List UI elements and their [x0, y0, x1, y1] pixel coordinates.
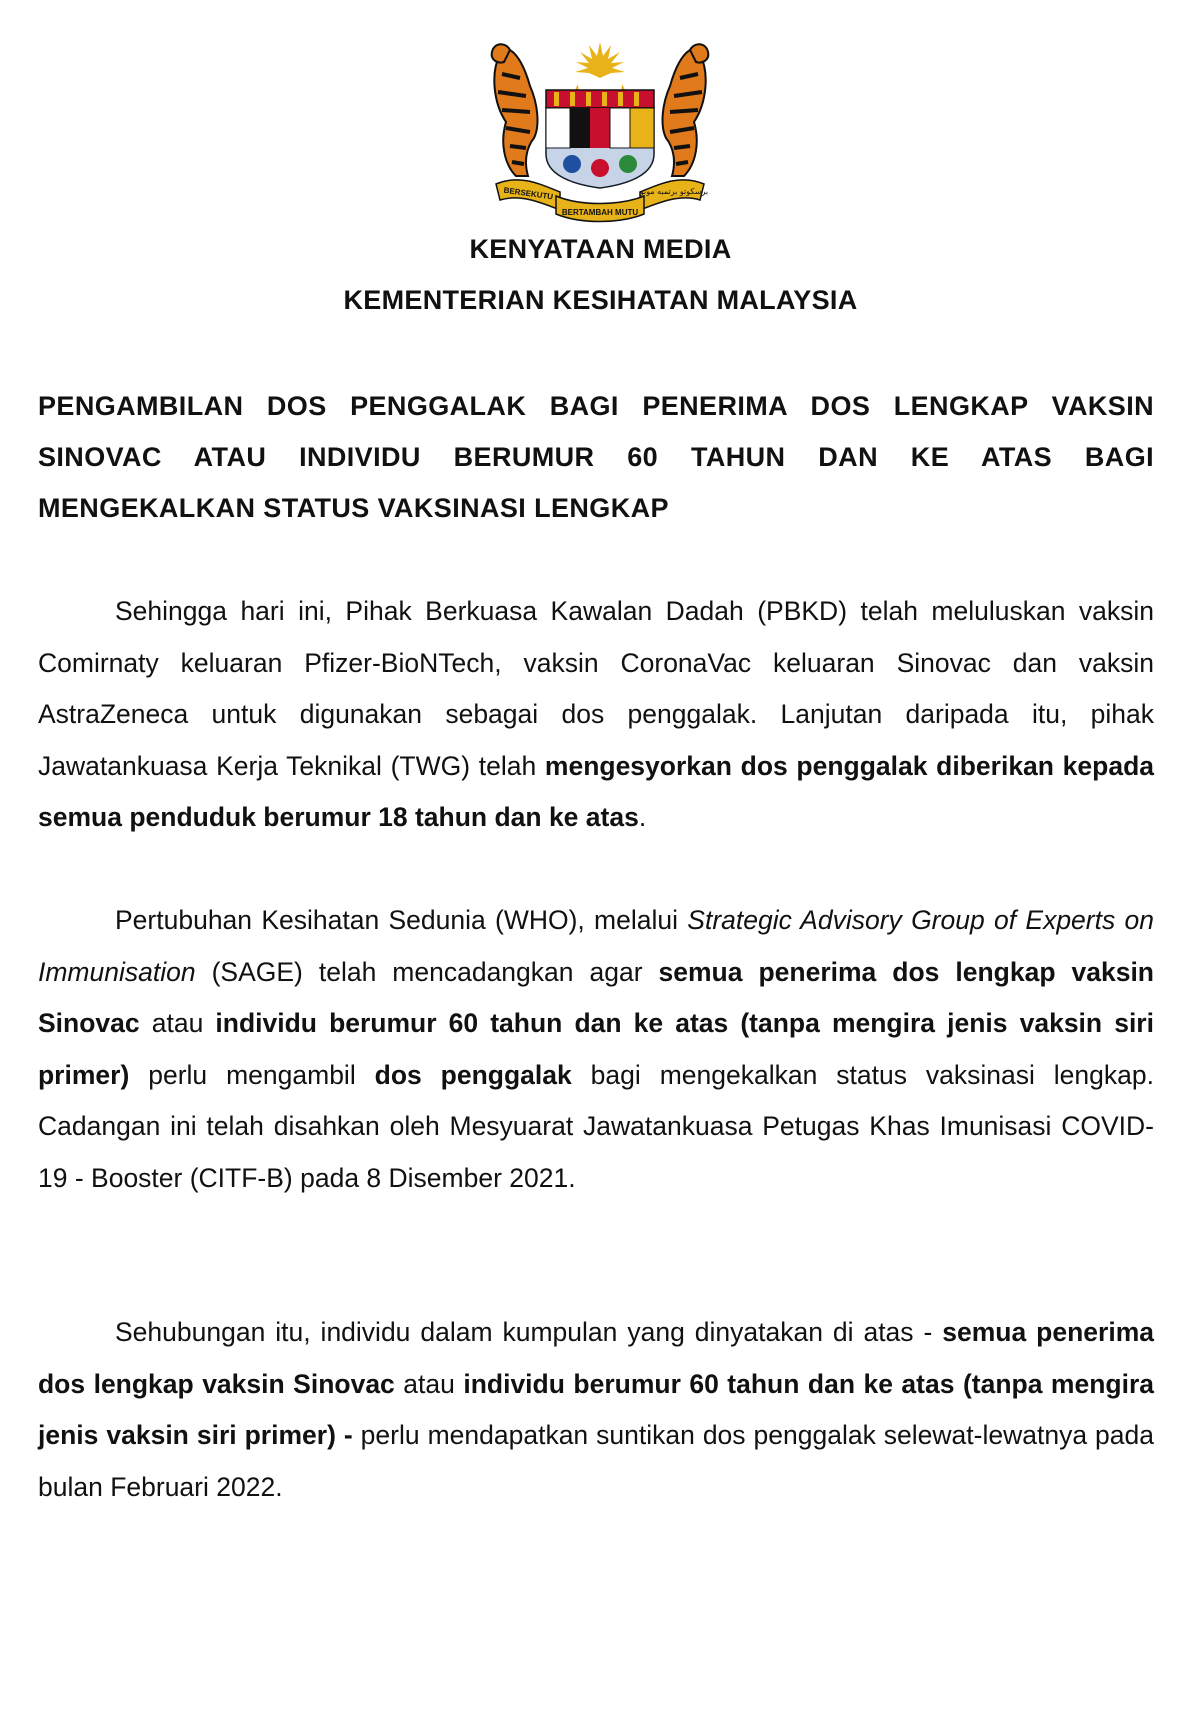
- p3-bold-age: individu berumur 60 tahun dan ke atas (tanpa mengira jenis vaksin siri primer) -: [38, 1368, 1155, 1450]
- ministry-name: KEMENTERIAN KESIHATAN MALAYSIA: [343, 285, 858, 315]
- shield-icon: [546, 90, 654, 188]
- p2-italic-sage: Strategic Advisory Group of Experts on Immunisation: [38, 905, 1154, 987]
- malaysia-coat-of-arms-logo: [480, 34, 720, 224]
- p3-text: Sehubungan itu, individu dalam kumpulan yang dinyatakan di atas -: [115, 1317, 943, 1347]
- p3-bold-sinovac: semua penerima dos lengkap vaksin Sinovac: [38, 1317, 1155, 1399]
- p2-text-3: atau: [139, 1008, 216, 1038]
- p1-text-end: .: [638, 802, 647, 832]
- p2-text: Pertubuhan Kesihatan Sedunia (WHO), melalui: [115, 905, 688, 935]
- paragraph-2: [38, 895, 1154, 1204]
- left-tiger-icon: [492, 44, 538, 176]
- p2-bold-booster: dos penggalak: [374, 1059, 572, 1090]
- ribbon-left-text: BERSEKUTU: [503, 185, 554, 202]
- statement-headline: PENGAMBILAN DOS PENGGALAK BAGI PENERIMA DOS LENGKAP VAKSIN SINOVAC ATAU INDIVIDU BERUMUR 60 TAHUN DAN KE ATAS BAGI MENGEKALKAN STATUS VAKSINASI LENGKAP: [38, 391, 1154, 523]
- p3-text-3: perlu mendapatkan suntikan dos penggalak selewat-lewatnya pada bulan Februari 2022.: [38, 1420, 1154, 1502]
- right-tiger-icon: [663, 44, 709, 176]
- ribbon-center-text: BERTAMBAH MUTU: [561, 208, 639, 217]
- p2-text-5: bagi mengekalkan status vaksinasi lengkap. Cadangan ini telah disahkan oleh Mesyuarat Jawatankuasa Petugas Khas Imunisasi COVID-19 - Booster (CITF-B) pada 8 Disember 2021.: [38, 1059, 1154, 1193]
- paragraph-1: [38, 586, 1154, 844]
- ribbon-jawi-text: برسکوتو برتمبه موتو: [639, 187, 709, 196]
- p2-bold-sinovac: semua penerima dos lengkap vaksin Sinovac: [38, 956, 1154, 1038]
- p2-bold-age: individu berumur 60 tahun dan ke atas (tanpa mengira jenis vaksin siri primer): [38, 1008, 1154, 1090]
- p3-text-2: atau: [394, 1368, 464, 1399]
- p2-text-4: perlu mengambil: [129, 1059, 375, 1090]
- p1-text: Sehingga hari ini, Pihak Berkuasa Kawalan Dadah (PBKD) telah meluluskan vaksin Comirnaty keluaran Pfizer-BioNTech, vaksin CoronaVac keluaran Sinovac dan vaksin AstraZeneca untuk digunakan sebagai dos penggalak. Lanjutan daripada itu, pihak Jawatankuasa Kerja Teknikal (TWG) telah: [38, 596, 1154, 781]
- paragraph-3: [38, 1307, 1154, 1513]
- statement-title: KENYATAAN MEDIA: [469, 234, 732, 264]
- p1-bold-recommendation: mengesyorkan dos penggalak diberikan kepada semua penduduk berumur 18 tahun dan ke atas: [38, 750, 1154, 832]
- p2-text-2: (SAGE) telah mencadangkan agar: [195, 956, 659, 987]
